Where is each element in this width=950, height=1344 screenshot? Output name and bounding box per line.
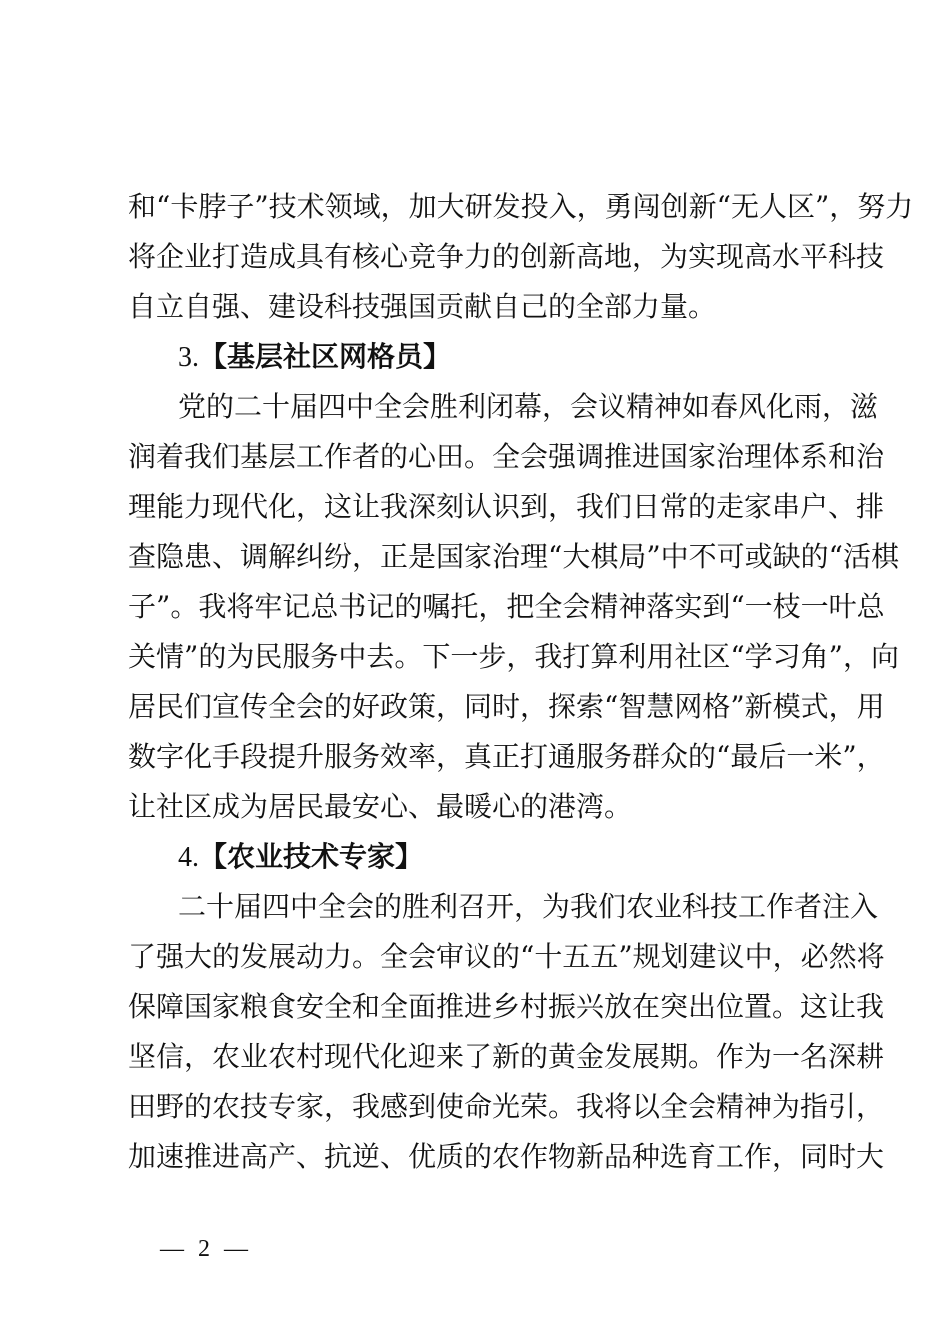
text-line: 让社区成为居民最安心、最暖心的港湾。 [128, 790, 633, 823]
text-line: 将企业打造成具有核心竞争力的创新高地，为实现高水平科技 [128, 240, 885, 273]
text-line: 二十届四中全会的胜利召开，为我们农业科技工作者注入 [178, 890, 879, 923]
section-3-heading [128, 332, 830, 382]
text-line: 党的二十届四中全会胜利闭幕，会议精神如春风化雨，滋 [178, 390, 879, 423]
section-title: 【基层社区网格员】 [199, 340, 452, 373]
text-line: 理能力现代化，这让我深刻认识到，我们日常的走家串户、排 [128, 490, 885, 523]
section-number: 3. [178, 342, 199, 373]
text-line: 润着我们基层工作者的心田。全会强调推进国家治理体系和治 [128, 440, 885, 473]
text-line: 自立自强、建设科技强国贡献自己的全部力量。 [128, 290, 717, 323]
text-line: 和“卡脖子”技术领域，加大研发投入，勇闯创新“无人区”，努力 [128, 190, 914, 223]
text-line: 坚信，农业农村现代化迎来了新的黄金发展期。作为一名深耕 [128, 1040, 885, 1073]
section-4-heading [128, 832, 830, 882]
text-line: 居民们宣传全会的好政策，同时，探索“智慧网格”新模式，用 [128, 690, 885, 723]
document-body [128, 182, 914, 1182]
text-line: 田野的农技专家，我感到使命光荣。我将以全会精神为指引， [128, 1090, 885, 1123]
text-line: 保障国家粮食安全和全面推进乡村振兴放在突出位置。这让我 [128, 990, 885, 1023]
text-line: 了强大的发展动力。全会审议的“十五五”规划建议中，必然将 [128, 940, 885, 973]
paragraph-continued [128, 182, 914, 332]
section-title: 【农业技术专家】 [199, 840, 424, 873]
page-number: — 2 — [160, 1236, 252, 1262]
section-3-paragraph [128, 382, 899, 832]
text-line: 子”。我将牢记总书记的嘱托，把全会精神落实到“一枝一叶总 [128, 590, 885, 623]
section-4-paragraph [128, 882, 885, 1182]
text-line: 关情”的为民服务中去。下一步，我打算利用社区“学习角”，向 [128, 640, 899, 673]
section-number: 4. [178, 842, 199, 873]
text-line: 数字化手段提升服务效率，真正打通服务群众的“最后一米”， [128, 740, 885, 773]
text-line: 加速推进高产、抗逆、优质的农作物新品种选育工作，同时大 [128, 1140, 885, 1173]
text-line: 查隐患、调解纠纷，正是国家治理“大棋局”中不可或缺的“活棋 [128, 540, 899, 573]
